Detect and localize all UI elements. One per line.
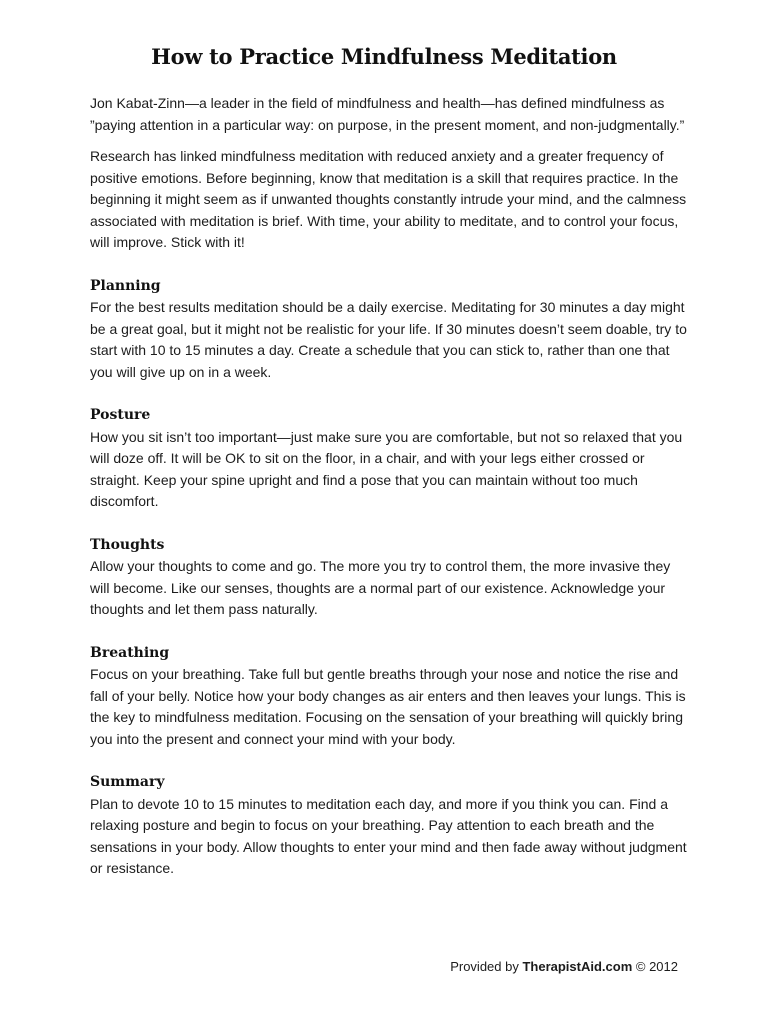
section-thoughts [90,535,690,621]
section-posture [90,405,690,513]
section-body: Focus on your breathing. Take full but gentle breaths through your nose and notice the rise and fall of your belly. Notice how your body changes as air enters and then leaves your lungs. This is the key to mindfulness meditation. Focusing on the sensation of your breathing will quickly bring you into the present and connect your mind with your body. [90,666,686,747]
therapistaid-link[interactable]: TherapistAid.com [522,959,633,974]
section-breathing [90,643,690,751]
section-summary [90,772,690,880]
intro-paragraph-2: Research has linked mindfulness meditation with reduced anxiety and a greater frequency of positive emotions. Before beginning, know that meditation is a skill that requires practice. In the beginning it might seem as if unwanted thoughts constantly intrude your mind, and the calmness associated with meditation is brief. With time, your ability to meditate, and to control your focus, will improve. Stick with it! [90,148,687,250]
section-heading: Thoughts [90,536,165,553]
page-title: How to Practice Mindfulness Meditation [151,44,617,69]
section-body: Allow your thoughts to come and go. The more you try to control them, the more invasive they will become. Like our senses, thoughts are a normal part of our existence. Acknowledge your thoughts and let them pass naturally. [90,558,671,617]
section-heading: Posture [90,407,151,423]
section-body: Plan to devote 10 to 15 minutes to meditation each day, and more if you think you can. Find a relaxing posture and begin to focus on your breathing. Pay attention to each breath and the sensations in your body. Allow thoughts to enter your mind and then fade away without judgment or resistance. [90,795,687,876]
intro-paragraph-1: Jon Kabat-Zinn—a leader in the field of mindfulness and health—has defined mindfulness as ”paying attention in a particular way: on purpose, in the present moment, and non-judgmentally.” [90,95,685,133]
footer-prefix: Provided by [450,959,523,974]
section-body: For the best results meditation should be a daily exercise. Meditating for 30 minutes a day might be a great goal, but it might not be realistic for your life. If 30 minutes doesn’t seem doable, try to start with 10 to 15 minutes a day. Create a schedule that you can stick to, rather than one that you will give up on in a week. [90,299,687,380]
section-heading: Breathing [90,644,170,661]
document-body [90,93,690,880]
section-heading: Planning [90,277,161,294]
section-planning [90,276,690,384]
section-heading: Summary [90,774,165,790]
section-body: How you sit isn’t too important—just make sure you are comfortable, but not so relaxed that you will doze off. It will be OK to sit on the floor, in a chair, and with your legs either crossed or straight. Keep your spine upright and find a pose that you can maintain without too much discomfort. [90,428,683,509]
footer-copyright: © 2012 [632,959,678,974]
footer-credit [450,959,678,974]
